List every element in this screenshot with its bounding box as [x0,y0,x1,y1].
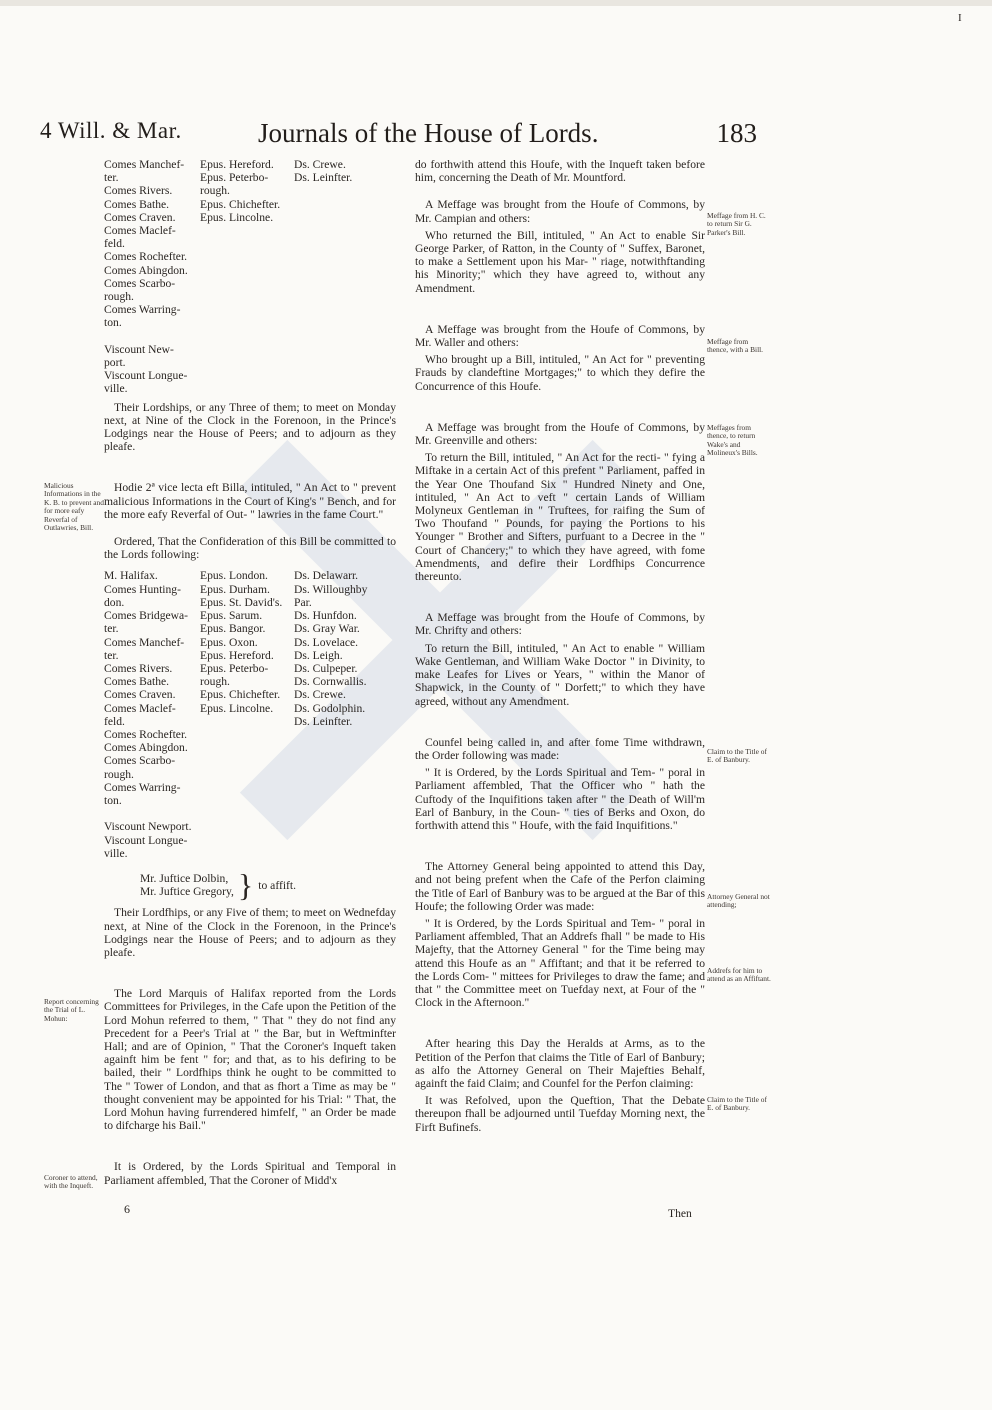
margin-note: Meffages from thence, to return Wake's and Molineux's Bills. [707,423,758,458]
margin-note: Addrefs for him to attend as an Affiftant. [707,966,771,984]
assistants [140,867,396,904]
justices-list: Mr. Juftice Dolbin, Mr. Juftice Gregory, [140,871,234,899]
peers-list-1 [104,158,396,396]
margin-note: Claim to the Title of E. of Banbury. [707,747,767,765]
paragraph: It is Ordered, by the Lords Spiritual and Temporal in Parliament affembled, That the Coroner of Midd'x [104,1160,396,1187]
paragraph: Who returned the Bill, intituled, " An Act to enable Sir George Parker, of Ratton, in the County of " Suffex, Baronet, to make a Settlement upon his Mar- " riage, notwithftanding his Minority;" which they have agreed to, without any Amendment. [415,228,705,295]
paragraph: " It is Ordered, by the Lords Spiritual and Tem- " poral in Parliament affembled, That an Addrefs fhall " be made to His Majefty, that the Attorney General " for the Time being may attend this Houfe as an " Affiftant; and that it be referred to the Lords Com- " mittees for Privileges to draw the fame; and that " the Committee meet on Tuefday next, at Four of the " Clock in the Afternoon." [415,916,705,1010]
margin-note: Claim to the Title of E. of Banbury. [707,1095,767,1113]
peers-col-bishops: Epus. Hereford. Epus. Peterbo- rough. Epus. Chichefter. Epus. Lincolne. [200,158,281,224]
paragraph: Counfel being called in, and after fome Time withdrawn, the Order following was made: [415,735,705,762]
brace-icon: } [237,867,254,904]
peers-col-barons: Ds. Crewe. Ds. Leinfter. [294,158,353,185]
paragraph: A Meffage was brought from the Houfe of Commons, by Mr. Waller and others: [415,322,705,350]
paragraph: Their Lordfhips, or any Five of them; to meet on Wednefday next, at Nine of the Clock in the Forenoon, in the Prince's Lodgings near the House of Peers; and to adjourn as they pleafe. [104,906,396,959]
paragraph: To return the Bill, intituled, " An Act to enable " William Wake Gentleman, and William Wake Doctor " in Divinity, to make Leafes for Lives or Years, " within the Manor of Shapwick, in the County of " Dorfett;" to which they have agreed, without any Amendment. [415,641,705,708]
scan-edge [0,0,992,6]
margin-note: Meffage from thence, with a Bill. [707,337,764,355]
catchword: Then [668,1207,692,1220]
paragraph: Their Lordships, or any Three of them; to meet on Monday next, at Nine of the Clock in the Forenoon, in the Prince's Lodgings near the House of Peers; and to adjourn as they pleafe. [104,400,396,454]
margin-note: Report concerning the Trial of L. Mohun: [44,997,99,1023]
paragraph: Who brought up a Bill, intituled, " An Act for " preventing Frauds by clandeftine Mortgages;" to which they defire the Concurrence of this Houfe. [415,353,705,393]
header-title: Journals of the House of Lords. [258,118,599,148]
margin-note: Malicious Informations in the K. B. to prevent and for more eafy Reverfal of Outlawries, Bill. [44,481,104,533]
paragraph: do forthwith attend this Houfe, with the Inqueft taken before him, concerning the Death of Mr. Mountford. [415,158,705,185]
signature-mark: 6 [124,1202,130,1216]
paragraph: It was Refolved, upon the Queftion, That the Debate thereupon fhall be adjourned until Tuefday Morning next, the Firft Bufinefs. [415,1094,705,1134]
margin-note: Meffage from H. C. to return Sir G. Parker's Bill. [707,211,766,237]
paragraph: The Lord Marquis of Halifax reported from the Lords Committees for Privileges, in the Cafe upon the Petition of the Lord Mohun referred to them, " That " they do not find any Precedent for a Peer's Trial at " the Bar, but in Weftminfter Hall; and are of Opinion, " That the Coroner's Inqueft taken againft him be fent " for; and that, as to his defiring to be bailed, their " Lordfhips think he ought to be committed to The " Tower of London, and that as fhort a Time as may be " thought convenient may be appointed for his Trial: " That, the Lord Mohun having furrendered himfelf, " an Order be made to difcharge his Bail." [104,987,396,1133]
peers-col-barons: Ds. Delawarr. Ds. Willoughby Par. Ds. Hunfdon. Ds. Gray War. Ds. Lovelace. Ds. Leigh. Ds. Culpeper. Ds. Cornwallis. Ds. Crewe. Ds. Godolphin. Ds. Leinfter. [294,569,368,728]
paragraph: A Meffage was brought from the Houfe of Commons, by Mr. Chrifty and others: [415,611,705,638]
peers-col-earls: Comes Manchef- ter. Comes Rivers. Comes Bathe. Comes Craven. Comes Maclef- feld. Comes Rochefter. Comes Abingdon. Comes Scarbo- rough. Comes Warring- ton. Viscount New- port. Viscount Longue- ville. [104,158,188,396]
right-column [415,158,705,1134]
peers-col-earls: M. Halifax. Comes Hunting- don. Comes Bridgewa- ter. Comes Manchef- ter. Comes Rivers. Comes Bathe. Comes Craven. Comes Maclef- feld. Comes Rochefter. Comes Abingdon. Comes Scarbo- rough. Comes Warring- ton. Viscount Newport. Viscount Longue- ville. [104,569,192,860]
paragraph: To return the Bill, intituled, " An Act for the recti- " fying a Miftake in a certain Act of this prefent " Parliament, paffed in the Year One Thoufand Six " Hundred Ninety and One, intituled, " An Act to veft " certain Lands of William Molyneux Gentleman in " Truftees, for raifing the Sum of Two Thoufand " Pounds, for paying the Portions to his Younger " Brother and Sifters, purfuant to a Decree in the " Court of Chancery;" to which they have agreed, with fome Amendments, and defire their Lordfhips Concurrence thereunto. [415,451,705,584]
header-regnal-year: 4 Will. & Mar. [40,118,182,143]
left-column [104,158,396,1187]
margin-note: Coroner to attend, with the Inqueft. [44,1173,98,1191]
to-assist-label: to affift. [258,878,297,892]
paragraph: After hearing this Day the Heralds at Arms, as to the Petition of the Perfon that claims the Title of Earl of Banbury; as alfo the Attorney General on Their Majefties Behalf, againft the faid Claim; and Counfel for the Perfon claiming: [415,1037,705,1090]
paragraph: Ordered, That the Confideration of this Bill be committed to the Lords following: [104,535,396,562]
margin-note: Attorney General not attending; [707,892,770,910]
paragraph: " It is Ordered, by the Lords Spiritual and Tem- " poral in Parliament affembled, That the Officer who " hath the Cuftody of the Inquifitions taken after " the Death of Will'm Earl of Banbury, in the Coun- " ties of Berks and Oxon, do forthwith attend this " Houfe, with the faid Inquifitions." [415,766,705,832]
peers-col-bishops: Epus. London. Epus. Durham. Epus. St. David's. Epus. Sarum. Epus. Bangor. Epus. Oxon. Epus. Hereford. Epus. Peterbo- rough. Epus. Chichefter. Epus. Lincolne. [200,569,283,715]
top-mark: I [958,12,962,24]
peers-list-2 [104,569,396,859]
paragraph: A Meffage was brought from the Houfe of Commons, by Mr. Campian and others: [415,198,705,225]
header-page-number: 183 [716,118,757,148]
paragraph: The Attorney General being appointed to attend this Day, and not being prefent when the Cafe of the Perfon claiming the Title of Earl of Banbury was to be argued at the Bar of this Houfe; the following Order was made: [415,860,705,913]
paragraph: A Meffage was brought from the Houfe of Commons, by Mr. Greenville and others: [415,420,705,448]
paragraph: Hodie 2ª vice lecta eft Billa, intituled, " An Act to " prevent malicious Informations in the Court of King's " Bench, and for the more eafy Reverfal of Out- " lawries in the fame Court." [104,481,396,521]
